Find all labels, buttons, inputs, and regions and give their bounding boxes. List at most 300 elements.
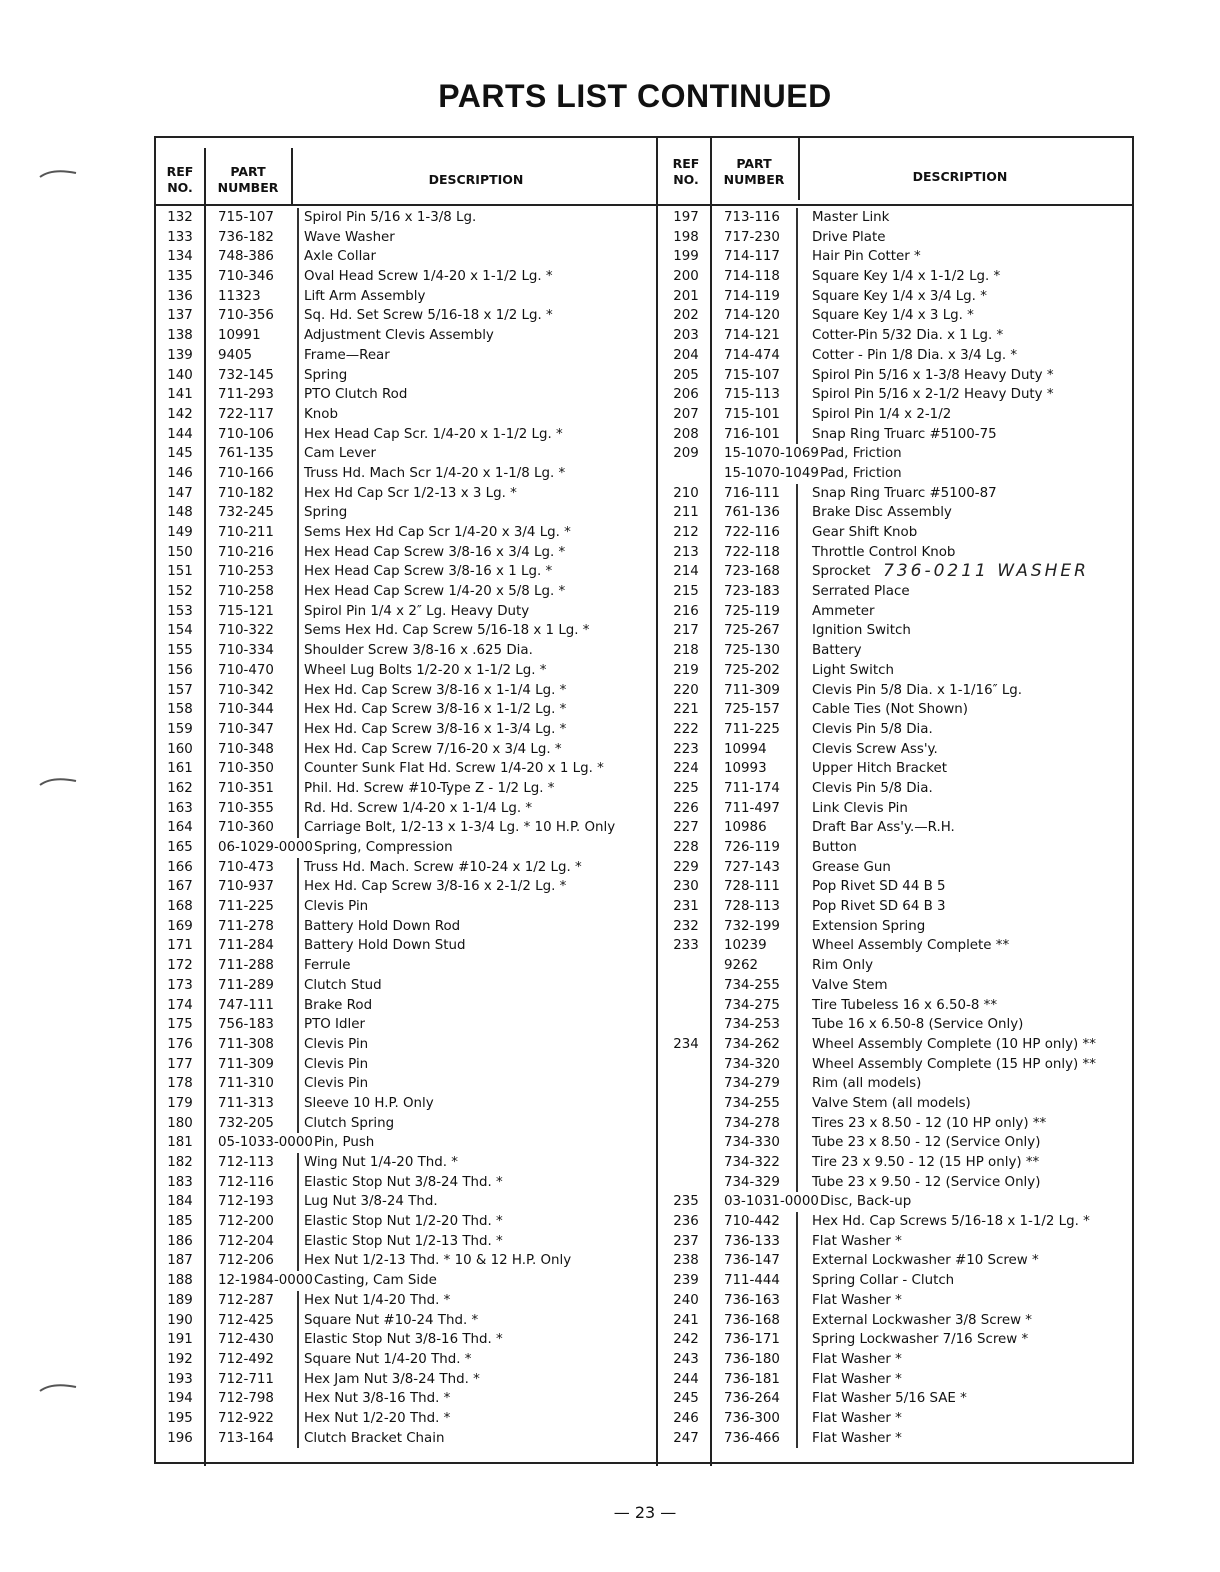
description-cell: Pad, Friction	[820, 446, 902, 462]
description-cell: Flat Washer *	[812, 1233, 902, 1249]
ref-no-cell: 194	[167, 1391, 193, 1407]
description-cell: Hex Nut 1/2-13 Thd. * 10 & 12 H.P. Only	[304, 1253, 572, 1269]
part-number-cell: 722-118	[724, 544, 780, 560]
ref-no-cell: 197	[673, 210, 699, 225]
column-divider-segment	[297, 1251, 299, 1271]
description-cell: Frame—Rear	[304, 347, 390, 363]
part-number-cell: 736-171	[724, 1332, 780, 1348]
column-divider-segment	[796, 484, 798, 504]
description-cell: Adjustment Clevis Assembly	[304, 328, 494, 344]
part-number-cell: 710-348	[218, 741, 274, 757]
ref-no-cell: 176	[167, 1036, 193, 1052]
ref-no-cell: 166	[167, 859, 193, 875]
part-number-cell: 711-309	[724, 682, 780, 698]
description-cell: Pop Rivet SD 64 B 3	[812, 899, 946, 915]
column-divider-segment	[796, 818, 798, 838]
ref-no-cell: 202	[673, 308, 699, 324]
ref-no-cell: 225	[673, 780, 699, 796]
column-divider-segment	[297, 425, 299, 445]
description-cell: PTO Idler	[304, 1017, 365, 1033]
description-cell: Battery	[812, 643, 862, 659]
part-number-cell: 710-216	[218, 544, 274, 560]
table-row	[156, 1429, 656, 1449]
column-divider-segment	[297, 877, 299, 897]
description-cell: Spring	[304, 505, 348, 521]
column-divider-segment	[796, 543, 798, 563]
column-divider-segment	[297, 1153, 299, 1173]
part-number-cell: 711-444	[724, 1273, 780, 1289]
table-row	[658, 917, 1132, 937]
table-row	[658, 740, 1132, 760]
part-number-cell: 717-230	[724, 229, 780, 245]
description-cell: Hex Hd. Cap Screw 3/8-16 x 2-1/2 Lg. *	[304, 879, 567, 895]
description-cell: Brake Disc Assembly	[812, 505, 952, 521]
column-divider-segment	[796, 405, 798, 425]
ref-no-cell: 153	[167, 603, 193, 619]
part-number-cell: 710-351	[218, 780, 274, 796]
ref-no-cell: 147	[167, 485, 193, 501]
table-row	[156, 661, 656, 681]
ref-no-cell: 210	[673, 485, 699, 501]
column-divider-segment	[297, 582, 299, 602]
ref-no-cell: 175	[167, 1017, 193, 1033]
column-divider-segment	[796, 1212, 798, 1232]
part-number-cell: 710-350	[218, 761, 274, 777]
ref-no-cell: 200	[673, 269, 699, 285]
column-divider-segment	[796, 503, 798, 523]
column-divider-segment	[297, 917, 299, 937]
table-row	[658, 267, 1132, 287]
table-row	[156, 1074, 656, 1094]
column-divider-segment	[796, 228, 798, 248]
part-number-cell: 9405	[218, 347, 253, 363]
ref-no-cell: 196	[167, 1430, 193, 1446]
column-divider-segment	[297, 1350, 299, 1370]
table-row	[658, 208, 1132, 228]
column-divider-segment	[297, 1094, 299, 1114]
header-divider	[156, 204, 1132, 206]
description-cell: Clutch Bracket Chain	[304, 1430, 445, 1446]
part-number-cell: 726-119	[724, 840, 780, 855]
column-divider-segment	[796, 956, 798, 976]
column-divider-segment	[796, 1311, 798, 1331]
part-number-cell: 722-117	[218, 406, 274, 422]
table-row	[658, 858, 1132, 878]
punch-hole-mark	[38, 774, 78, 786]
part-number-cell: 725-202	[724, 662, 780, 678]
table-row	[156, 858, 656, 878]
description-cell: External Lockwasher #10 Screw *	[812, 1253, 1039, 1269]
column-divider-segment	[297, 996, 299, 1016]
description-cell: Flat Washer *	[812, 1410, 902, 1426]
table-row	[658, 779, 1132, 799]
description-cell: Battery Hold Down Stud	[304, 938, 466, 954]
description-cell: Upper Hitch Bracket	[812, 761, 947, 777]
ref-no-cell: 188	[167, 1273, 193, 1289]
ref-no-cell: 223	[673, 741, 699, 757]
description-cell: Hair Pin Cotter *	[812, 249, 921, 265]
table-row	[156, 1370, 656, 1390]
part-number-cell: 712-193	[218, 1194, 274, 1210]
part-number-cell: 713-164	[218, 1430, 274, 1446]
ref-no-cell: 217	[673, 623, 699, 639]
description-cell: Master Link	[812, 210, 890, 225]
column-divider-segment	[796, 1409, 798, 1429]
ref-no-cell: 198	[673, 229, 699, 245]
column-divider-segment	[796, 621, 798, 641]
column-divider-segment	[796, 1370, 798, 1390]
ref-no-cell: 173	[167, 977, 193, 993]
part-number-cell: 728-113	[724, 899, 780, 915]
table-row	[156, 1291, 656, 1311]
part-number-cell: 714-121	[724, 328, 780, 344]
table-row	[658, 1389, 1132, 1409]
description-cell: Tube 16 x 6.50-8 (Service Only)	[812, 1017, 1024, 1033]
table-row	[156, 484, 656, 504]
table-row	[156, 267, 656, 287]
table-row	[658, 247, 1132, 267]
ref-no-cell: 222	[673, 721, 699, 737]
ref-no-cell: 172	[167, 958, 193, 974]
column-divider-segment	[297, 1409, 299, 1429]
ref-no-cell: 184	[167, 1194, 193, 1210]
part-number-cell: 714-117	[724, 249, 780, 265]
column-divider-segment	[796, 366, 798, 386]
part-number-cell: 710-106	[218, 426, 274, 442]
column-divider-segment	[297, 759, 299, 779]
description-cell: Clevis Pin 5/8 Dia. x 1-1/16″ Lg.	[812, 682, 1023, 698]
description-cell: Tire 23 x 9.50 - 12 (15 HP only) **	[812, 1155, 1040, 1170]
ref-no-cell: 168	[167, 899, 193, 915]
table-row	[658, 464, 1132, 484]
table-row	[658, 1370, 1132, 1390]
part-number-cell: 712-430	[218, 1332, 274, 1348]
part-number-cell: 06-1029-0000	[218, 840, 313, 855]
part-number-cell: 710-470	[218, 662, 274, 678]
table-row	[156, 1015, 656, 1035]
part-number-cell: 710-347	[218, 721, 274, 737]
column-divider-segment	[297, 1212, 299, 1232]
table-row	[658, 1291, 1132, 1311]
part-number-cell: 712-116	[218, 1174, 274, 1190]
column-divider	[291, 148, 293, 206]
part-number-cell: 9262	[724, 958, 759, 974]
table-row	[658, 405, 1132, 425]
part-number-cell: 736-147	[724, 1253, 780, 1269]
parts-table	[154, 136, 1134, 1464]
ref-no-cell: 169	[167, 918, 193, 934]
table-row	[156, 759, 656, 779]
table-row	[156, 996, 656, 1016]
page-title: PARTS LIST CONTINUED	[438, 78, 832, 114]
table-row	[658, 1192, 1132, 1212]
part-number-cell: 716-101	[724, 426, 780, 442]
table-row	[156, 1114, 656, 1134]
table-row	[658, 582, 1132, 602]
ref-no-cell: 239	[673, 1273, 699, 1289]
description-cell: Ferrule	[304, 958, 351, 974]
ref-no-cell: 164	[167, 820, 193, 836]
part-number-cell: 736-181	[724, 1371, 780, 1387]
column-divider-segment	[796, 1232, 798, 1252]
table-row	[658, 936, 1132, 956]
table-row	[156, 1094, 656, 1114]
column-divider-segment	[297, 1173, 299, 1193]
ref-no-cell: 183	[167, 1174, 193, 1190]
column-divider-segment	[297, 484, 299, 504]
column-divider-segment	[297, 1370, 299, 1390]
description-cell: Grease Gun	[812, 859, 891, 875]
table-row	[156, 1133, 656, 1153]
table-row	[156, 1350, 656, 1370]
ref-no-cell: 204	[673, 347, 699, 363]
column-divider-segment	[297, 602, 299, 622]
part-number-cell: 734-262	[724, 1036, 780, 1052]
part-number-cell: 736-182	[218, 229, 274, 245]
ref-no-cell: 220	[673, 682, 699, 698]
column-divider-segment	[796, 306, 798, 326]
table-row	[156, 562, 656, 582]
ref-no-cell: 247	[673, 1430, 699, 1446]
description-cell: Hex Hd. Cap Screw 3/8-16 x 1-1/4 Lg. *	[304, 682, 567, 698]
column-divider-segment	[796, 858, 798, 878]
table-row	[658, 326, 1132, 346]
column-divider-segment	[297, 523, 299, 543]
part-number-cell: 03-1031-0000	[724, 1194, 819, 1210]
column-divider-segment	[796, 641, 798, 661]
part-number-cell: 715-101	[724, 406, 780, 422]
ref-no-cell: 150	[167, 544, 193, 560]
ref-no-cell: 182	[167, 1155, 193, 1170]
part-number-cell: 723-168	[724, 564, 780, 580]
description-cell: Elastic Stop Nut 3/8-16 Thd. *	[304, 1332, 503, 1348]
description-cell: Valve Stem (all models)	[812, 1095, 971, 1111]
handwritten-note: 736-0211 WASHER	[883, 561, 1089, 581]
part-number-cell: 732-245	[218, 505, 274, 521]
column-divider-segment	[796, 267, 798, 287]
part-number-cell: 734-275	[724, 997, 780, 1013]
table-row	[658, 425, 1132, 445]
table-row	[658, 1251, 1132, 1271]
part-number-cell: 712-204	[218, 1233, 274, 1249]
ref-no-cell: 132	[167, 210, 193, 225]
part-number-cell: 734-330	[724, 1135, 780, 1151]
description-cell: Cable Ties (Not Shown)	[812, 702, 969, 718]
part-number-cell: 710-342	[218, 682, 274, 698]
table-row	[658, 838, 1132, 858]
description-cell: Phil. Hd. Screw #10-Type Z - 1/2 Lg. *	[304, 780, 555, 796]
ref-no-cell: 140	[167, 367, 193, 383]
part-number-cell: 711-284	[218, 938, 274, 954]
part-number-cell: 732-145	[218, 367, 274, 383]
table-row	[156, 838, 656, 858]
ref-no-cell: 167	[167, 879, 193, 895]
table-row	[156, 1232, 656, 1252]
table-row	[156, 740, 656, 760]
description-cell: Tire Tubeless 16 x 6.50-8 **	[812, 997, 998, 1013]
ref-no-cell: 139	[167, 347, 193, 363]
table-row	[658, 1015, 1132, 1035]
column-divider-segment	[297, 779, 299, 799]
part-number-cell: 711-225	[724, 721, 780, 737]
column-divider	[798, 138, 800, 200]
table-row	[156, 641, 656, 661]
column-divider-segment	[297, 1074, 299, 1094]
description-cell: Knob	[304, 406, 338, 422]
column-divider-segment	[297, 444, 299, 464]
table-row	[156, 523, 656, 543]
ref-no-cell: 216	[673, 603, 699, 619]
part-number-cell: 710-258	[218, 584, 274, 600]
table-row	[156, 602, 656, 622]
part-number-cell: 712-287	[218, 1292, 274, 1308]
description-cell: Button	[812, 840, 857, 855]
table-row	[658, 503, 1132, 523]
table-row	[658, 523, 1132, 543]
table-row	[156, 366, 656, 386]
part-number-cell: 711-289	[218, 977, 274, 993]
description-cell: Spirol Pin 5/16 x 2-1/2 Heavy Duty *	[812, 387, 1054, 403]
part-number-cell: 736-264	[724, 1391, 780, 1407]
description-cell: Extension Spring	[812, 918, 926, 934]
table-row	[658, 641, 1132, 661]
column-divider-segment	[297, 858, 299, 878]
description-cell: Wheel Assembly Complete (15 HP only) **	[812, 1056, 1096, 1072]
description-cell: Casting, Cam Side	[314, 1273, 437, 1289]
part-number-cell: 761-136	[724, 505, 780, 521]
part-number-cell: 712-492	[218, 1351, 274, 1367]
part-number-cell: 710-360	[218, 820, 274, 836]
ref-no-cell: 181	[167, 1135, 193, 1151]
part-number-cell: 712-113	[218, 1155, 274, 1170]
description-cell: Spirol Pin 1/4 x 2″ Lg. Heavy Duty	[304, 603, 530, 619]
description-cell: Lift Arm Assembly	[304, 288, 426, 304]
column-divider-segment	[796, 326, 798, 346]
table-row	[658, 1153, 1132, 1173]
table-row	[658, 602, 1132, 622]
description-cell: Throttle Control Knob	[812, 544, 956, 560]
ref-no-cell: 238	[673, 1253, 699, 1269]
part-number-cell: 710-473	[218, 859, 274, 875]
table-row	[658, 1055, 1132, 1075]
table-row	[658, 306, 1132, 326]
ref-no-cell: 163	[167, 800, 193, 816]
ref-no-cell: 180	[167, 1115, 193, 1131]
description-cell: Battery Hold Down Rod	[304, 918, 461, 934]
table-row	[156, 582, 656, 602]
column-divider-segment	[796, 700, 798, 720]
ref-no-header-left: REF NO.	[166, 164, 194, 195]
part-number-cell: 715-107	[218, 210, 274, 225]
column-divider-segment	[796, 1389, 798, 1409]
part-number-cell: 711-310	[218, 1076, 274, 1092]
ref-no-cell: 235	[673, 1194, 699, 1210]
part-number-cell: 711-293	[218, 387, 274, 403]
ref-no-cell: 157	[167, 682, 193, 698]
description-cell: Pop Rivet SD 44 B 5	[812, 879, 946, 895]
part-number-cell: 10986	[724, 820, 767, 836]
part-number-cell: 734-329	[724, 1174, 780, 1190]
description-cell: Drive Plate	[812, 229, 886, 245]
table-row	[156, 405, 656, 425]
ref-no-cell: 234	[673, 1036, 699, 1052]
description-cell: Hex Nut 1/4-20 Thd. *	[304, 1292, 451, 1308]
ref-no-cell: 187	[167, 1253, 193, 1269]
description-cell: Rd. Hd. Screw 1/4-20 x 1-1/4 Lg. *	[304, 800, 533, 816]
column-divider-segment	[297, 681, 299, 701]
ref-no-header-right: REF NO.	[672, 156, 700, 187]
description-cell: Square Key 1/4 x 1-1/2 Lg. *	[812, 269, 1001, 285]
table-row	[156, 1055, 656, 1075]
column-divider-segment	[297, 503, 299, 523]
ref-no-cell: 149	[167, 525, 193, 540]
column-divider-segment	[297, 385, 299, 405]
column-divider-segment	[297, 405, 299, 425]
description-cell: Elastic Stop Nut 1/2-13 Thd. *	[304, 1233, 503, 1249]
description-cell: Clevis Pin 5/8 Dia.	[812, 721, 933, 737]
column-divider-segment	[796, 1330, 798, 1350]
ref-no-cell: 174	[167, 997, 193, 1013]
part-number-cell: 734-253	[724, 1017, 780, 1033]
table-row	[658, 366, 1132, 386]
part-number-cell: 712-206	[218, 1253, 274, 1269]
part-number-cell: 736-466	[724, 1430, 780, 1446]
part-number-cell: 736-163	[724, 1292, 780, 1308]
description-cell: Wheel Lug Bolts 1/2-20 x 1-1/2 Lg. *	[304, 662, 547, 678]
ref-no-cell: 227	[673, 820, 699, 836]
description-cell: Wave Washer	[304, 229, 395, 245]
ref-no-cell: 144	[167, 426, 193, 442]
table-row	[156, 247, 656, 267]
description-cell: Spring Lockwasher 7/16 Screw *	[812, 1332, 1029, 1348]
description-cell: Gear Shift Knob	[812, 525, 918, 540]
right-parts-list	[658, 208, 1132, 1448]
description-cell: Link Clevis Pin	[812, 800, 908, 816]
ref-no-cell: 224	[673, 761, 699, 777]
ref-no-cell: 214	[673, 564, 699, 580]
table-row	[658, 956, 1132, 976]
column-divider-segment	[297, 1055, 299, 1075]
table-row	[156, 1389, 656, 1409]
table-row	[658, 346, 1132, 366]
column-divider-segment	[796, 1350, 798, 1370]
column-divider-segment	[297, 464, 299, 484]
part-number-cell: 714-118	[724, 269, 780, 285]
ref-no-cell: 185	[167, 1214, 193, 1230]
ref-no-cell: 191	[167, 1332, 193, 1348]
table-row	[156, 543, 656, 563]
description-cell: Spring, Compression	[314, 840, 453, 855]
table-row	[156, 1173, 656, 1193]
column-divider-segment	[796, 582, 798, 602]
part-number-header-left: PART NUMBER	[217, 164, 279, 195]
column-divider-segment	[297, 1035, 299, 1055]
column-divider-segment	[796, 976, 798, 996]
column-divider-segment	[297, 1015, 299, 1035]
table-row	[156, 877, 656, 897]
ref-no-cell: 245	[673, 1391, 699, 1407]
part-number-cell: 734-255	[724, 1095, 780, 1111]
part-number-cell: 736-168	[724, 1312, 780, 1328]
column-divider-segment	[297, 366, 299, 386]
part-number-cell: 712-922	[218, 1410, 274, 1426]
ref-no-cell: 133	[167, 229, 193, 245]
ref-no-cell: 199	[673, 249, 699, 265]
description-cell: Cotter - Pin 1/8 Dia. x 3/4 Lg. *	[812, 347, 1018, 363]
description-cell: Hex Nut 3/8-16 Thd. *	[304, 1391, 451, 1407]
description-cell: Draft Bar Ass'y.—R.H.	[812, 820, 955, 836]
column-divider-segment	[796, 917, 798, 937]
